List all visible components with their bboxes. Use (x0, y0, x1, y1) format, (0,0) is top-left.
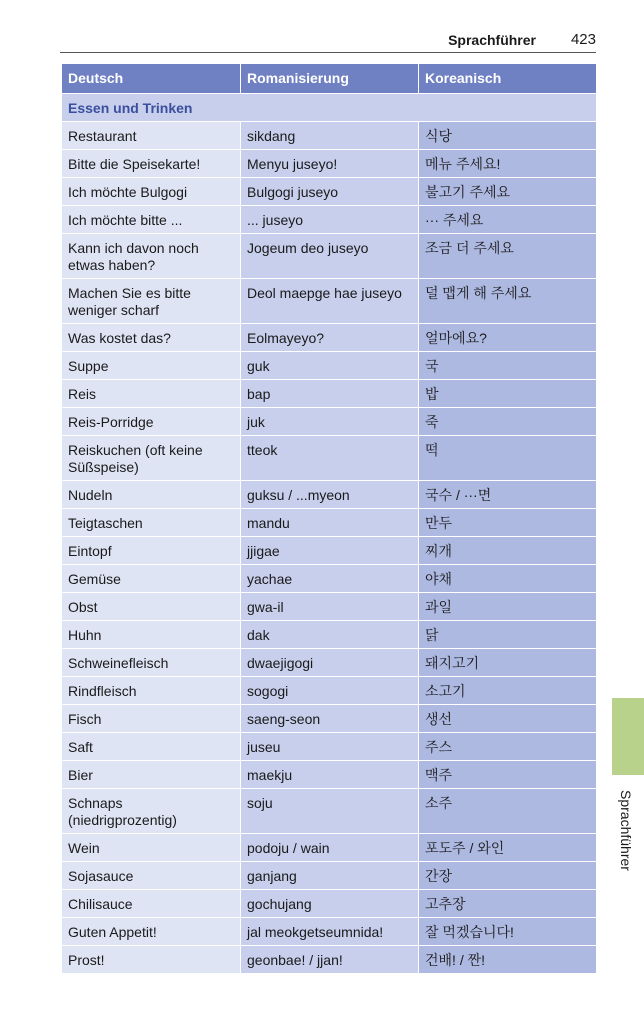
column-header-german: Deutsch (62, 64, 241, 94)
table-row (62, 918, 597, 946)
table-row (62, 593, 597, 621)
cell-romanization: geonbae! / jjan! (241, 946, 419, 974)
cell-german: Reiskuchen (oft keine Süßspeise) (62, 436, 241, 481)
cell-romanization: juk (241, 408, 419, 436)
cell-romanization: Bulgogi juseyo (241, 178, 419, 206)
table-row (62, 890, 597, 918)
cell-german: Chilisauce (62, 890, 241, 918)
table-row (62, 537, 597, 565)
cell-korean: 간장 (419, 862, 597, 890)
cell-romanization: jjigae (241, 537, 419, 565)
cell-korean: 만두 (419, 509, 597, 537)
cell-romanization: ganjang (241, 862, 419, 890)
cell-german: Ich möchte bitte ... (62, 206, 241, 234)
cell-german: Kann ich davon noch etwas haben? (62, 234, 241, 279)
cell-german: Ich möchte Bulgogi (62, 178, 241, 206)
cell-romanization: juseu (241, 733, 419, 761)
cell-german: Saft (62, 733, 241, 761)
table-row (62, 122, 597, 150)
table-row (62, 509, 597, 537)
cell-german: Suppe (62, 352, 241, 380)
cell-korean: 얼마에요? (419, 324, 597, 352)
column-header-romanization: Romanisierung (241, 64, 419, 94)
cell-korean: 밥 (419, 380, 597, 408)
table-row (62, 178, 597, 206)
cell-korean: 맥주 (419, 761, 597, 789)
cell-romanization: Deol maepge hae juseyo (241, 279, 419, 324)
cell-romanization: dak (241, 621, 419, 649)
cell-korean: 덜 맵게 해 주세요 (419, 279, 597, 324)
table-row (62, 279, 597, 324)
table-row (62, 862, 597, 890)
cell-romanization: guk (241, 352, 419, 380)
cell-korean: 주스 (419, 733, 597, 761)
cell-romanization: gochujang (241, 890, 419, 918)
cell-korean: 소고기 (419, 677, 597, 705)
cell-korean: 건배! / 짠! (419, 946, 597, 974)
table-row (62, 677, 597, 705)
cell-german: Restaurant (62, 122, 241, 150)
cell-korean: 메뉴 주세요! (419, 150, 597, 178)
cell-romanization: dwaejigogi (241, 649, 419, 677)
cell-romanization: sogogi (241, 677, 419, 705)
cell-german: Schweinefleisch (62, 649, 241, 677)
cell-romanization: saeng-seon (241, 705, 419, 733)
table-row (62, 733, 597, 761)
cell-german: Fisch (62, 705, 241, 733)
cell-german: Gemüse (62, 565, 241, 593)
running-head (60, 30, 596, 53)
cell-german: Bitte die Speisekarte! (62, 150, 241, 178)
cell-german: Teigtaschen (62, 509, 241, 537)
cell-romanization: guksu / ...myeon (241, 481, 419, 509)
cell-korean: 식당 (419, 122, 597, 150)
section-title: Sprachführer (448, 32, 536, 48)
cell-romanization: jal meokgetseumnida! (241, 918, 419, 946)
cell-romanization: podoju / wain (241, 834, 419, 862)
cell-korean: 포도주 / 와인 (419, 834, 597, 862)
cell-romanization: tteok (241, 436, 419, 481)
cell-korean: 죽 (419, 408, 597, 436)
cell-korean: 찌개 (419, 537, 597, 565)
cell-german: Obst (62, 593, 241, 621)
cell-korean: 닭 (419, 621, 597, 649)
cell-korean: ··· 주세요 (419, 206, 597, 234)
table-row (62, 621, 597, 649)
table-row (62, 565, 597, 593)
cell-romanization: Eolmayeyo? (241, 324, 419, 352)
category-row (62, 94, 597, 122)
chapter-tab-label: Sprachführer (618, 790, 634, 871)
table-row (62, 234, 597, 279)
cell-korean: 떡 (419, 436, 597, 481)
table-row (62, 206, 597, 234)
table-row (62, 352, 597, 380)
cell-korean: 고추장 (419, 890, 597, 918)
cell-german: Reis (62, 380, 241, 408)
cell-german: Guten Appetit! (62, 918, 241, 946)
cell-german: Nudeln (62, 481, 241, 509)
cell-german: Huhn (62, 621, 241, 649)
cell-korean: 돼지고기 (419, 649, 597, 677)
table-row (62, 649, 597, 677)
page-number: 423 (570, 31, 596, 48)
cell-german: Schnaps (niedrigprozentig) (62, 789, 241, 834)
table-row (62, 436, 597, 481)
cell-korean: 생선 (419, 705, 597, 733)
table-row (62, 946, 597, 974)
cell-korean: 국 (419, 352, 597, 380)
table-row (62, 834, 597, 862)
cell-german: Eintopf (62, 537, 241, 565)
cell-korean: 불고기 주세요 (419, 178, 597, 206)
table-row (62, 150, 597, 178)
table-row (62, 324, 597, 352)
table-row (62, 761, 597, 789)
phrase-table (61, 63, 597, 974)
column-header-korean: Koreanisch (419, 64, 597, 94)
table-row (62, 481, 597, 509)
cell-korean: 야채 (419, 565, 597, 593)
cell-german: Rindfleisch (62, 677, 241, 705)
cell-german: Sojasauce (62, 862, 241, 890)
cell-german: Bier (62, 761, 241, 789)
cell-romanization: yachae (241, 565, 419, 593)
cell-romanization: soju (241, 789, 419, 834)
table-row (62, 789, 597, 834)
cell-romanization: bap (241, 380, 419, 408)
cell-romanization: maekju (241, 761, 419, 789)
cell-romanization: ... juseyo (241, 206, 419, 234)
cell-korean: 조금 더 주세요 (419, 234, 597, 279)
category-label: Essen und Trinken (62, 94, 597, 122)
cell-korean: 과일 (419, 593, 597, 621)
table-row (62, 705, 597, 733)
table-row (62, 408, 597, 436)
cell-german: Prost! (62, 946, 241, 974)
cell-romanization: sikdang (241, 122, 419, 150)
cell-romanization: Jogeum deo juseyo (241, 234, 419, 279)
cell-romanization: mandu (241, 509, 419, 537)
cell-german: Was kostet das? (62, 324, 241, 352)
cell-korean: 국수 / ···면 (419, 481, 597, 509)
cell-german: Machen Sie es bitte weniger scharf (62, 279, 241, 324)
chapter-tab (612, 698, 644, 775)
cell-german: Wein (62, 834, 241, 862)
table-row (62, 380, 597, 408)
cell-german: Reis-Porridge (62, 408, 241, 436)
cell-romanization: gwa-il (241, 593, 419, 621)
cell-korean: 소주 (419, 789, 597, 834)
cell-romanization: Menyu juseyo! (241, 150, 419, 178)
cell-korean: 잘 먹겠습니다! (419, 918, 597, 946)
table-header-row (62, 64, 597, 94)
